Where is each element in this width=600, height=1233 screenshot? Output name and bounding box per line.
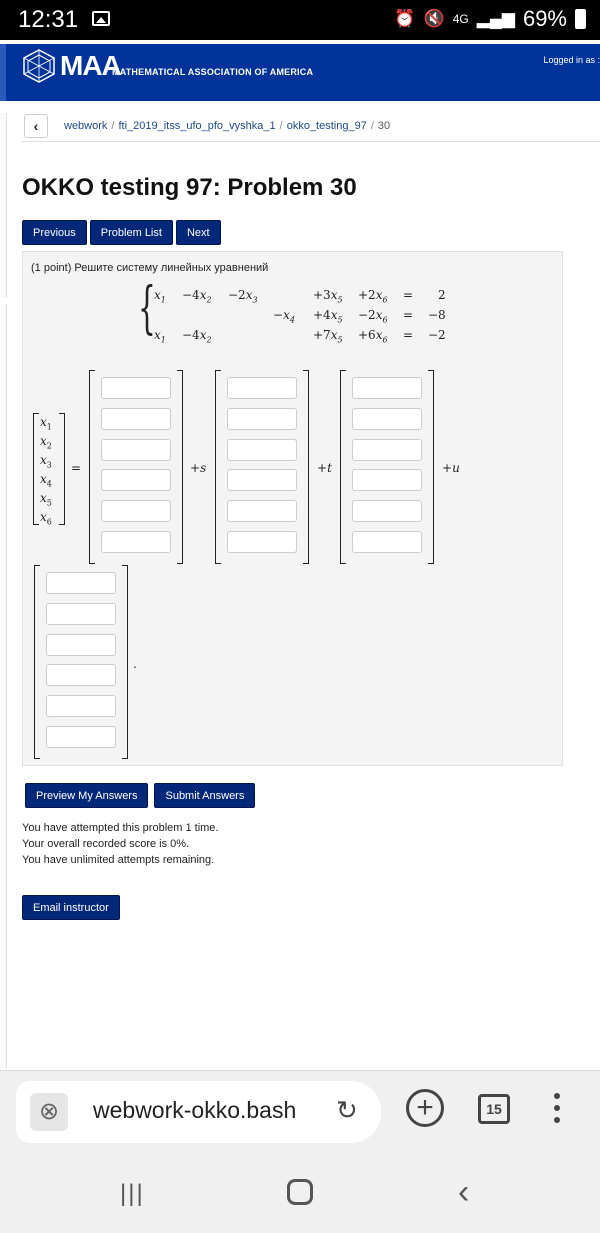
email-instructor-button[interactable]: Email instructor	[22, 895, 120, 920]
previous-button[interactable]: Previous	[22, 220, 87, 245]
unknown-x2: $x_2$	[40, 434, 52, 451]
bracket-right	[122, 565, 128, 759]
bracket-right	[177, 370, 183, 564]
bracket-left	[89, 370, 95, 564]
answer-input[interactable]	[227, 439, 297, 461]
preview-answers-button[interactable]: Preview My Answers	[25, 783, 148, 808]
problem-nav	[22, 220, 221, 245]
problem-body	[22, 251, 563, 766]
answer-input[interactable]	[227, 500, 297, 522]
answer-input[interactable]	[227, 408, 297, 430]
unknown-x5: $x_5$	[40, 491, 52, 508]
breadcrumb	[22, 113, 600, 142]
unknown-x6: $x_6$	[40, 510, 52, 527]
logged-in-text: Logged in as :	[543, 55, 600, 65]
eq-term: $-4x_2$	[182, 288, 212, 305]
answer-vector-1	[89, 370, 183, 564]
eq-equals: =	[403, 308, 414, 322]
clock: 12:31	[18, 6, 79, 33]
answer-vector-4	[34, 565, 128, 759]
eq-term: $-2x_3$	[228, 288, 258, 305]
bracket-left	[34, 565, 40, 759]
answer-input[interactable]	[101, 377, 171, 399]
eq-term: $+4x_5$	[313, 308, 343, 325]
recent-apps-icon[interactable]: |||	[120, 1180, 145, 1207]
eq-rhs: −2	[428, 328, 446, 342]
breadcrumb-current: 30	[377, 120, 391, 132]
answer-input[interactable]	[46, 695, 116, 717]
bracket-left	[340, 370, 346, 564]
answer-input[interactable]	[352, 469, 422, 491]
period: .	[133, 657, 137, 671]
unknowns-vector	[33, 413, 65, 525]
breadcrumb-link-set[interactable]: okko_testing_97	[286, 120, 367, 132]
problem-statement: (1 point) Решите систему линейных уравнений	[31, 262, 269, 274]
back-button[interactable]: ‹	[24, 114, 48, 138]
left-sidebar-edge-lower	[0, 304, 7, 1068]
answer-actions	[25, 783, 255, 808]
bracket-right	[428, 370, 434, 564]
battery-level: 69%	[522, 6, 567, 31]
not-secure-icon[interactable]: ⊗	[30, 1093, 68, 1131]
answer-vector-2	[215, 370, 309, 564]
eq-term: $+2x_6$	[358, 288, 388, 305]
answer-input[interactable]	[352, 377, 422, 399]
eq-term: $+7x_5$	[313, 328, 343, 345]
eq-term: $x_1$	[154, 328, 166, 345]
network-type: 4G	[452, 12, 469, 26]
eq-term: $-2x_6$	[358, 308, 388, 325]
answer-input[interactable]	[352, 500, 422, 522]
eq-equals: =	[403, 328, 414, 342]
maa-logo-icon	[22, 49, 56, 83]
answer-input[interactable]	[101, 469, 171, 491]
site-header	[0, 44, 600, 101]
address-bar[interactable]	[16, 1081, 381, 1143]
remaining-text: You have unlimited attempts remaining.	[22, 854, 215, 866]
eq-term: $+6x_6$	[358, 328, 388, 345]
browser-toolbar	[0, 1070, 600, 1154]
breadcrumb-link-course[interactable]: fti_2019_itss_ufo_pfo_vyshka_1	[118, 120, 276, 132]
url-text[interactable]: webwork-okko.bash	[93, 1097, 297, 1123]
problem-list-button[interactable]: Problem List	[90, 220, 173, 245]
home-icon[interactable]	[287, 1179, 313, 1205]
eq-rhs: 2	[438, 288, 446, 302]
back-icon[interactable]: ‹	[458, 1173, 470, 1211]
answer-input[interactable]	[101, 439, 171, 461]
equals-sign: =	[71, 461, 82, 475]
breadcrumb-link-webwork[interactable]: webwork	[64, 120, 108, 132]
equation-system	[138, 276, 458, 345]
bracket-left	[33, 413, 39, 525]
breadcrumb-separator: /	[370, 120, 374, 132]
plus-t: +t	[317, 461, 332, 475]
bracket-right	[59, 413, 65, 525]
logo-text: MAA	[60, 50, 121, 81]
eq-rhs: −8	[428, 308, 446, 322]
answer-input[interactable]	[227, 469, 297, 491]
org-name: MATHEMATICAL ASSOCIATION OF AMERICA	[112, 67, 314, 77]
eq-equals: =	[403, 288, 414, 302]
answer-input[interactable]	[101, 500, 171, 522]
eq-term: $-4x_2$	[182, 328, 212, 345]
answer-input[interactable]	[227, 531, 297, 553]
left-sidebar-edge	[0, 113, 7, 298]
answer-input[interactable]	[101, 408, 171, 430]
unknown-x4: $x_4$	[40, 472, 52, 489]
image-notification-icon	[92, 11, 110, 26]
next-button[interactable]: Next	[176, 220, 221, 245]
plus-s: +s	[190, 461, 207, 475]
signal-icon: ▂▄▆	[476, 9, 515, 28]
answer-input[interactable]	[352, 531, 422, 553]
plus-u: +u	[442, 461, 460, 475]
tab-count-button[interactable]: 15	[478, 1094, 510, 1124]
bracket-left	[215, 370, 221, 564]
reload-icon[interactable]: ↻	[336, 1095, 358, 1125]
battery-icon	[575, 9, 586, 29]
answer-input[interactable]	[46, 603, 116, 625]
answer-input[interactable]	[352, 439, 422, 461]
submit-answers-button[interactable]: Submit Answers	[154, 783, 255, 808]
answer-input[interactable]	[46, 572, 116, 594]
answer-input[interactable]	[46, 634, 116, 656]
new-tab-icon[interactable]: +	[406, 1089, 444, 1127]
answer-input[interactable]	[101, 531, 171, 553]
eq-term: $-x_4$	[273, 308, 295, 325]
bracket-right	[303, 370, 309, 564]
system-nav-bar	[0, 1153, 600, 1233]
page-title: OKKO testing 97: Problem 30	[22, 174, 357, 201]
answer-input[interactable]	[352, 408, 422, 430]
breadcrumb-separator: /	[279, 120, 283, 132]
menu-icon[interactable]	[552, 1093, 562, 1129]
header-strip	[0, 44, 6, 101]
answer-vector-3	[340, 370, 434, 564]
breadcrumb-separator: /	[111, 120, 115, 132]
system-brace: {	[138, 276, 156, 341]
attempt-status	[22, 820, 219, 868]
eq-term: $x_1$	[154, 288, 166, 305]
answer-input[interactable]	[46, 664, 116, 686]
attempts-text: You have attempted this problem 1 time.	[22, 822, 219, 834]
answer-input[interactable]	[227, 377, 297, 399]
unknown-x1: $x_1$	[40, 415, 52, 432]
unknown-x3: $x_3$	[40, 453, 52, 470]
score-text: Your overall recorded score is 0%.	[22, 838, 190, 850]
status-bar	[0, 0, 600, 40]
alarm-icon: ⏰	[394, 9, 416, 28]
mute-icon: 🔇	[423, 9, 445, 28]
answer-input[interactable]	[46, 726, 116, 748]
eq-term: $+3x_5$	[313, 288, 343, 305]
